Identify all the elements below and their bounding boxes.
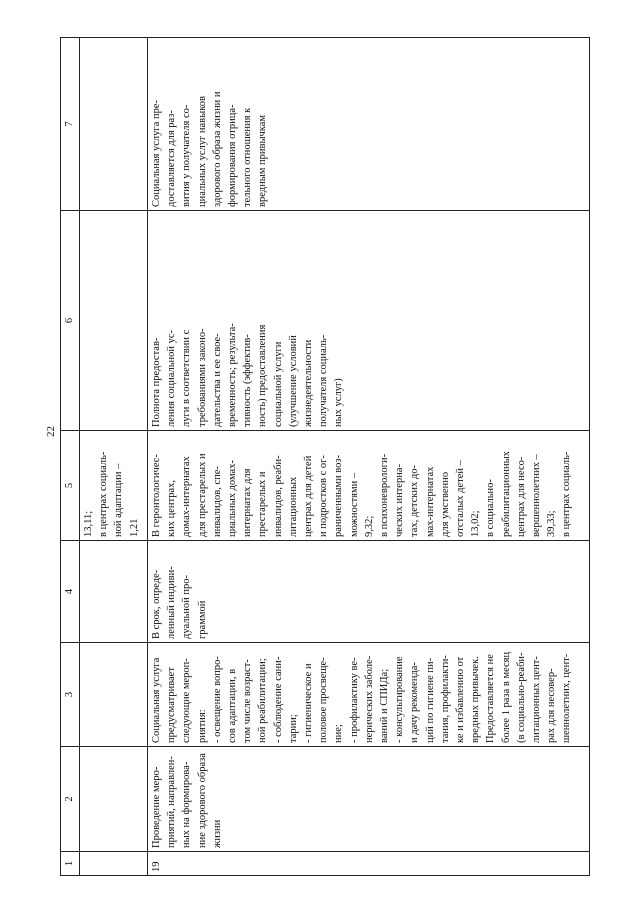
carry-cell-1 bbox=[80, 852, 148, 876]
row-number-cell: 19 bbox=[148, 852, 590, 876]
header-col-5: 5 bbox=[61, 431, 80, 541]
header-col-3: 3 bbox=[61, 643, 80, 747]
service-term-cell: В срок, опреде- ленный индиви- дуальной про- граммой bbox=[148, 541, 590, 643]
table-row-19 bbox=[148, 38, 590, 876]
carry-cell-4 bbox=[80, 541, 148, 643]
header-col-2: 2 bbox=[61, 747, 80, 852]
carry-cell-3 bbox=[80, 643, 148, 747]
header-col-6: 6 bbox=[61, 211, 80, 431]
carry-cell-7 bbox=[80, 38, 148, 211]
services-table bbox=[60, 37, 590, 876]
table-row-carryover bbox=[80, 38, 148, 876]
service-description-cell: Социальная услуга предусматривает следующие мероп- риятия: - освещение вопро- сов адаптации, в том числе возраст- ной реабилитации; - соблюдение сани- тарии; - гигиеническое и половое просвеще- ние; - профилактику ве- нерических заболе- ваний и СПИДа; - консультирование и дачу рекоменда- ций по гигиене пи- тания, профилакти- ке и избавлению от вредных привычек. Предоставляется не более 1 раза в месяц (в социально-реаби- литационных цент- рах для несовер- шеннолетних, цент- bbox=[148, 643, 590, 747]
carry-cell-2 bbox=[80, 747, 148, 852]
page-number: 22 bbox=[45, 426, 57, 437]
service-rates-cell: В геронтологичес- ких центрах, домах-интернатах для престарелых и инвалидов, спе- циальных домах- интернатах для престарелых и инвалидов, реаби- литационных центрах для детей и подростков с ог- раниченными воз- можностями – 9,32; в психоневрологи- ческих интерна- тах, детских до- мах-интернатах для умственно отсталых детей – 13,02; в социально- реабилитационных центрах для несо- вершеннолетних – 39,33; в центрах социаль- bbox=[148, 431, 590, 541]
carry-rates-cell: 13,11; в центрах социаль- ной адаптации – 1,21 bbox=[80, 431, 148, 541]
header-row bbox=[61, 38, 80, 876]
service-conditions-cell: Социальная услуга пре- доставляется для раз- вития у получателя со- циальных услуг навыков здорового образа жизни и формирования отрица- тельного отношения к вредным привычкам bbox=[148, 38, 590, 211]
carry-cell-6 bbox=[80, 211, 148, 431]
service-quality-cell: Полнота предостав- ления социальной ус- луги в соответствии с требованиями законо- дательства и ее свое- временность; результа- тивность (эффектив- ность) предоставления социальной услуги (улучшение условий жизнедеятельности получателя социаль- ных услуг) bbox=[148, 211, 590, 431]
service-name-cell: Проведение меро- приятий, направлен- ных на формирова- ние здорового образа жизни bbox=[148, 747, 590, 852]
rotated-table-container bbox=[60, 38, 590, 876]
header-col-4: 4 bbox=[61, 541, 80, 643]
header-col-1: 1 bbox=[61, 852, 80, 876]
header-col-7: 7 bbox=[61, 38, 80, 211]
